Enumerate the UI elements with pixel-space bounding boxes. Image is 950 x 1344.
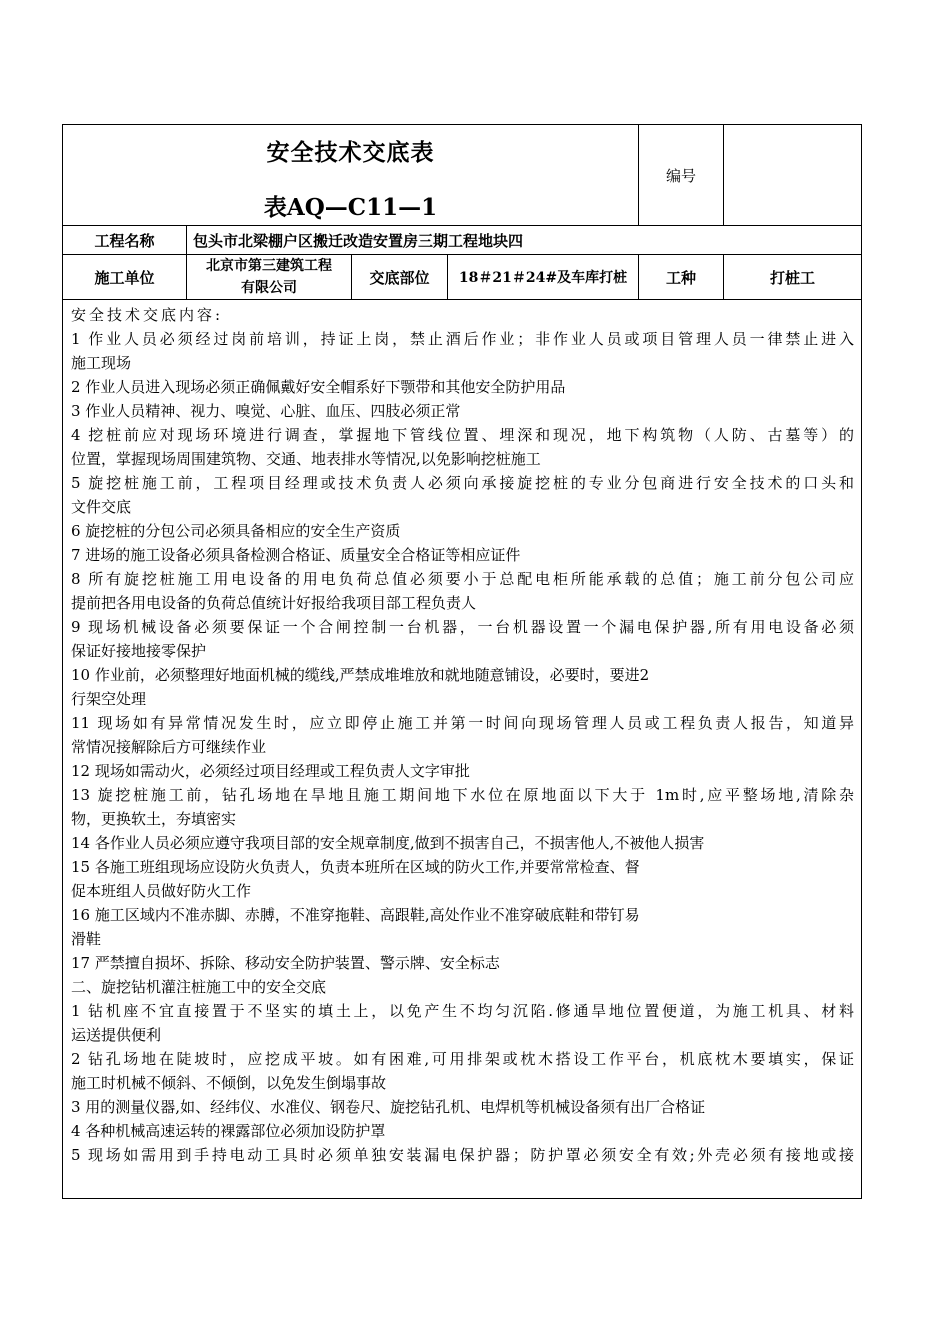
part-value: 18＃21＃24#及车库打桩 bbox=[458, 270, 628, 286]
content-line: 常情况接解除后方可继续作业 bbox=[71, 738, 267, 756]
content-line: 1 作业人员必须经过岗前培训，持证上岗，禁止酒后作业；非作业人员或项目管理人员一律禁止进入 bbox=[71, 330, 854, 348]
content-line: 2 钻孔场地在陡坡时，应挖成平坡。如有困难,可用排架或枕木搭设工作平台，机底枕木要填实，保证 bbox=[71, 1050, 854, 1068]
part-value-cell bbox=[448, 255, 639, 299]
content-line: 5 旋挖桩施工前，工程项目经理或技术负责人必须向承接旋挖桩的专业分包商进行安全技术的口头和 bbox=[71, 474, 854, 492]
content-line: 2 作业人员进入现场必须正确佩戴好安全帽系好下颚带和其他安全防护用品 bbox=[71, 378, 566, 396]
content-line: 行架空处理 bbox=[71, 690, 147, 708]
content-line: 运送提供便利 bbox=[71, 1026, 162, 1044]
content-line: 1 钻机座不宜直接置于不坚实的填土上，以免产生不均匀沉陷.修通旱地位置便道，为施工机具、材料 bbox=[71, 1002, 854, 1020]
unit-value-cell bbox=[187, 255, 352, 299]
header-row bbox=[63, 125, 861, 226]
content-line: 15 各施工班组现场应设防火负责人，负责本班所在区域的防火工作,并要常常检查、督 bbox=[71, 858, 640, 876]
info-row bbox=[63, 255, 861, 300]
content-line: 施工现场 bbox=[71, 354, 132, 372]
number-value-cell bbox=[724, 125, 861, 225]
part-label-cell bbox=[352, 255, 448, 299]
content-line: 4 各种机械高速运转的裸露部位必须加设防护罩 bbox=[71, 1122, 386, 1140]
unit-value-line1: 北京市第三建筑工程 bbox=[206, 258, 332, 274]
content-line: 提前把各用电设备的负荷总值统计好报给我项目部工程负责人 bbox=[71, 594, 477, 612]
project-name-label: 工程名称 bbox=[94, 231, 155, 250]
content-line: 14 各作业人员必须应遵守我项目部的安全规章制度,做到不损害自己，不损害他人,不被他人损害 bbox=[71, 834, 705, 852]
content-line: 9 现场机械设备必须要保证一个合闸控制一台机器，一台机器设置一个漏电保护器,所有用电设备必须 bbox=[71, 618, 854, 636]
content-line: 促本班组人员做好防火工作 bbox=[71, 882, 252, 900]
project-name-value: 包头市北梁棚户区搬迁改造安置房三期工程地块四 bbox=[193, 231, 524, 250]
trade-label: 工种 bbox=[665, 268, 696, 287]
content-line: 17 严禁擅自损坏、拆除、移动安全防护装置、警示牌、安全标志 bbox=[71, 954, 500, 972]
content-line: 施工时机械不倾斜、不倾倒，以免发生倒塌事故 bbox=[71, 1074, 387, 1092]
project-row bbox=[63, 226, 861, 255]
form-code: 表AQ—C11—1 bbox=[263, 194, 438, 221]
content-line: 10 作业前，必须整理好地面机械的缆线,严禁成堆堆放和就地随意铺设，必要时，要进2 bbox=[71, 666, 650, 684]
trade-value: 打桩工 bbox=[769, 268, 815, 287]
content-line: 4 挖桩前应对现场环境进行调查，掌握地下管线位置、埋深和现况，地下构筑物（人防、古墓等）的 bbox=[71, 426, 854, 444]
content-line: 6 旋挖桩的分包公司必须具备相应的安全生产资质 bbox=[71, 522, 401, 540]
content-line: 13 旋挖桩施工前，钻孔场地在旱地且施工期间地下水位在原地面以下大于 1m时,应平整场地,清除杂 bbox=[71, 786, 854, 804]
content-line: 7 进场的施工设备必须具备检测合格证、质量安全合格证等相应证件 bbox=[71, 546, 521, 564]
content-line: 16 施工区域内不准赤脚、赤膊，不准穿拖鞋、高跟鞋,高处作业不准穿破底鞋和带钉易 bbox=[71, 906, 640, 924]
content-line: 12 现场如需动火，必须经过项目经理或工程负责人文字审批 bbox=[71, 762, 470, 780]
content-line: 物，更换软土，夯填密实 bbox=[71, 810, 237, 828]
content-line: 二、旋挖钻机灌注桩施工中的安全交底 bbox=[71, 978, 327, 996]
safety-disclosure-form bbox=[62, 124, 862, 1199]
content-line: 11 现场如有异常情况发生时，应立即停止施工并第一时间向现场管理人员或工程负责人报告，知道异 bbox=[71, 714, 854, 732]
content-line: 保证好接地接零保护 bbox=[71, 642, 207, 660]
title-cell bbox=[63, 125, 639, 225]
content-line: 位置，掌握现场周围建筑物、交通、地表排水等情况,以免影响挖桩施工 bbox=[71, 450, 541, 468]
number-label-cell bbox=[639, 125, 724, 225]
part-label: 交底部位 bbox=[369, 268, 430, 287]
content-line: 滑鞋 bbox=[71, 930, 102, 948]
unit-label-cell bbox=[63, 255, 187, 299]
content-line: 8 所有旋挖桩施工用电设备的用电负荷总值必须要小于总配电柜所能承载的总值；施工前分包公司应 bbox=[71, 570, 854, 588]
trade-value-cell bbox=[724, 255, 861, 299]
content-line: 3 用的测量仪器,如、经纬仪、水准仪、钢卷尺、旋挖钻孔机、电焊机等机械设备须有出厂合格证 bbox=[71, 1098, 706, 1116]
content-line: 3 作业人员精神、视力、嗅觉、心脏、血压、四肢必须正常 bbox=[71, 402, 461, 420]
number-label: 编号 bbox=[665, 166, 696, 185]
trade-label-cell bbox=[639, 255, 724, 299]
project-name-label-cell bbox=[63, 226, 187, 254]
form-title: 安全技术交底表 bbox=[266, 139, 435, 166]
content-line: 文件交底 bbox=[71, 498, 132, 516]
unit-label: 施工单位 bbox=[94, 268, 155, 287]
unit-value-line2: 有限公司 bbox=[241, 280, 297, 296]
disclosure-content bbox=[63, 300, 861, 1198]
project-name-value-cell bbox=[187, 226, 861, 254]
content-line: 5 现场如需用到手持电动工具时必须单独安装漏电保护器；防护罩必须安全有效;外壳必须有接地或接 bbox=[71, 1146, 854, 1164]
content-heading: 安全技术交底内容: bbox=[71, 306, 224, 324]
